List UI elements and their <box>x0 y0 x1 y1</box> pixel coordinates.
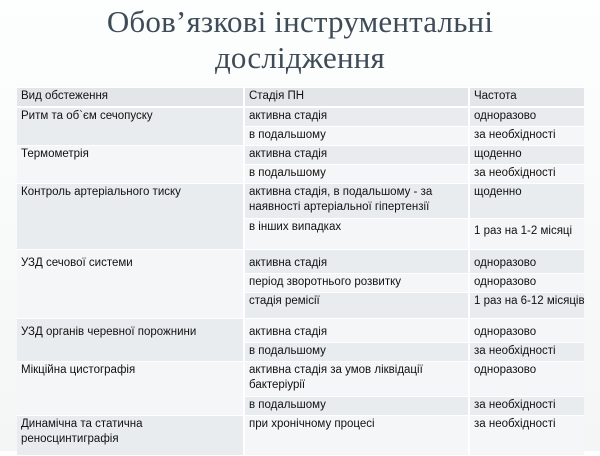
stage-cell: активна стадія <box>244 107 469 127</box>
header-frequency: Частота <box>469 88 584 108</box>
frequency-cell: одноразово <box>469 319 584 343</box>
exam-cell: Термометрія <box>17 146 244 184</box>
table-row <box>17 107 584 127</box>
frequency-cell: за необхідності <box>469 416 584 456</box>
slide-title <box>0 4 600 76</box>
table-row <box>17 319 584 343</box>
frequency-cell: одноразово <box>469 250 584 274</box>
stage-cell: активна стадія <box>244 250 469 274</box>
frequency-cell: за необхідності <box>469 165 584 184</box>
table-row <box>17 146 584 165</box>
stage-cell: стадія ремісії <box>244 293 469 319</box>
frequency-cell: за необхідності <box>469 127 584 146</box>
stage-cell: активна стадія <box>244 146 469 165</box>
header-exam-type: Вид обстеження <box>17 88 244 108</box>
stage-cell: в подальшому <box>244 397 469 416</box>
frequency-cell: 1 раз на 1-2 місяці <box>469 219 584 250</box>
exam-table <box>17 87 584 456</box>
exam-cell: Мікційна цистографія <box>17 362 244 416</box>
stage-cell: в подальшому <box>244 165 469 184</box>
frequency-cell: одноразово <box>469 107 584 127</box>
stage-cell: активна стадія за умов ліквідації бактеріурії <box>244 362 469 397</box>
stage-cell: активна стадія, в подальшому - за наявності артеріальної гіпертензії <box>244 184 469 219</box>
stage-cell: активна стадія <box>244 319 469 343</box>
frequency-cell: за необхідності <box>469 397 584 416</box>
stage-cell: в подальшому <box>244 127 469 146</box>
table-row <box>17 184 584 219</box>
frequency-cell: одноразово <box>469 362 584 397</box>
table-row <box>17 416 584 456</box>
frequency-cell: за необхідності <box>469 343 584 362</box>
table-header-row <box>17 88 584 108</box>
frequency-cell: 1 раз на 6-12 місяців <box>469 293 584 319</box>
exam-cell: Ритм та об`єм сечопуску <box>17 107 244 146</box>
stage-cell: в подальшому <box>244 343 469 362</box>
exam-cell: УЗД сечової системи <box>17 250 244 319</box>
exam-table-container <box>17 87 584 456</box>
exam-cell: Динамічна та статична реносцинтиграфія <box>17 416 244 456</box>
exam-cell: Контроль артеріального тиску <box>17 184 244 250</box>
exam-table-header <box>17 88 584 108</box>
slide-title-line-1: Обов’язкові інструментальні <box>106 4 494 39</box>
frequency-cell: щоденно <box>469 184 584 219</box>
header-stage: Стадія ПН <box>244 88 469 108</box>
frequency-cell: одноразово <box>469 274 584 293</box>
exam-cell: УЗД органів черевної порожнини <box>17 319 244 362</box>
table-row <box>17 362 584 397</box>
stage-cell: в інших випадках <box>244 219 469 250</box>
slide-title-line-2: дослідження <box>214 40 386 75</box>
frequency-cell: щоденно <box>469 146 584 165</box>
exam-table-body <box>17 107 584 456</box>
stage-cell: період зворотнього розвитку <box>244 274 469 293</box>
table-row <box>17 250 584 274</box>
stage-cell: при хронічному процесі <box>244 416 469 456</box>
